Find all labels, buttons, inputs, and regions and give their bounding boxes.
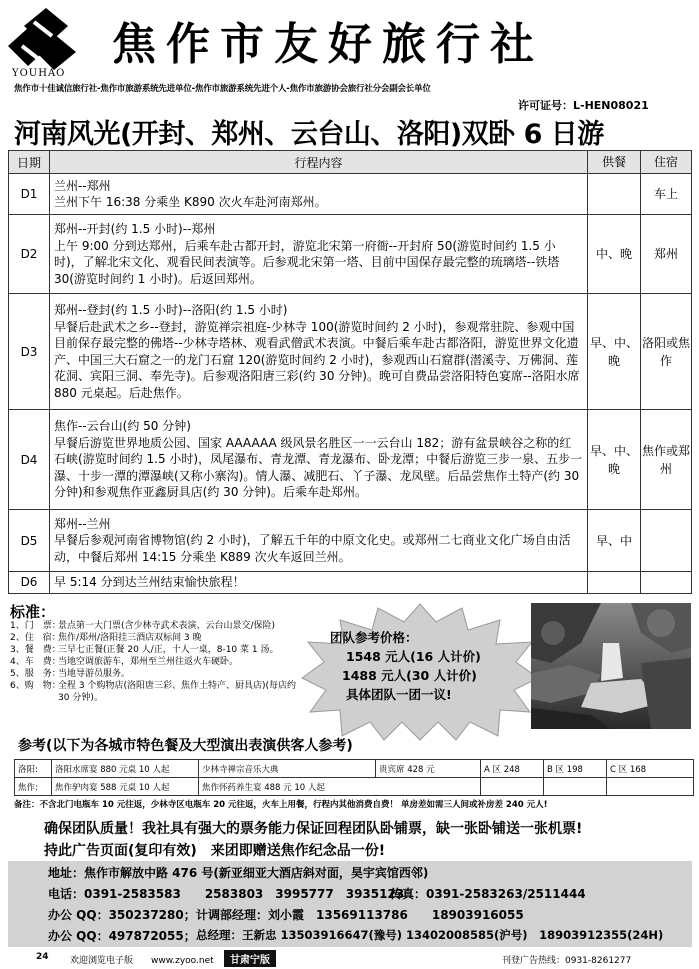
quality-promise	[44, 818, 582, 862]
route-details: 早餐后参观河南省博物馆(约 2 小时)，了解五千年的中原文化史。或郑州二七商业文化广场自由活动，中餐后郑州 14:15 分乘坐 K889 次火车返回兰州。	[54, 533, 571, 564]
stay	[641, 510, 692, 572]
day-label: D1	[9, 174, 50, 215]
day-content: 早 5:14 分到达兰州结束愉快旅程！	[50, 572, 588, 594]
fax: 传真：0391-2583263/2511444	[390, 887, 586, 901]
promise-line-1: 确保团队质量！我社具有强大的票务能力保证回程团队卧铺票，缺一张卧铺送一张机票!	[44, 821, 583, 837]
cell	[607, 778, 694, 796]
company-honors: 焦作市十佳诚信旅行社-焦作市旅游系统先进单位-焦作市旅游系统先进个人-焦作市旅游协会旅行社分会副会长单位	[14, 84, 431, 94]
header-meal: 供餐	[588, 151, 641, 174]
meal	[588, 572, 641, 594]
company-name: 焦作市友好旅行社	[112, 19, 544, 70]
route: 焦作--云台山(约 50 分钟)	[54, 419, 191, 434]
footer	[0, 950, 699, 969]
license-number: 许可证号：L-HEN08021	[518, 99, 649, 112]
item-key: 6、购 物：	[10, 681, 61, 691]
list-item	[10, 680, 310, 704]
office-qq-1: 办公 QQ：350237280；	[48, 908, 196, 922]
contact-panel	[8, 861, 692, 947]
table-row	[9, 294, 692, 410]
meal: 早、中、晚	[588, 294, 641, 410]
route-details: 兰州下午 16:38 分乘坐 K890 次火车赴河南郑州。	[54, 195, 327, 209]
table-row	[15, 778, 694, 796]
cell: 洛阳水席宴 880 元桌 10 人起	[52, 760, 199, 778]
edition-badge: 甘肃宁版	[224, 950, 276, 967]
stay	[641, 572, 692, 594]
list-item	[10, 620, 310, 632]
reference-title: 参考(以下为各城市特色餐及大型演出表演供客人参考)	[18, 738, 353, 754]
meal: 中、晚	[588, 215, 641, 294]
city: 焦作:	[15, 778, 52, 796]
cell: 焦作驴肉宴 588 元桌 10 人起	[52, 778, 199, 796]
item-value: 当地导游员服务。	[58, 669, 131, 679]
tour-title: 河南风光(开封、郑州、云台山、洛阳)双卧 6 日游	[14, 119, 604, 150]
itinerary-table	[8, 150, 692, 594]
item-key: 1、门 票：	[10, 621, 61, 631]
item-key: 5、服 务：	[10, 669, 61, 679]
standards-title: 标准：	[10, 603, 56, 621]
office-qq-2: 办公 QQ：497872055；	[48, 929, 196, 943]
cell: 少林寺禅宗音乐大典	[199, 760, 376, 778]
table-row	[9, 215, 692, 294]
header-content: 行程内容	[50, 151, 588, 174]
route: 兰州--郑州	[54, 178, 111, 193]
cell: 贵宾席 428 元	[376, 760, 481, 778]
waterfall-photo	[531, 603, 691, 729]
day-content	[50, 294, 588, 410]
table-row	[9, 572, 692, 594]
stay: 车上	[641, 174, 692, 215]
standards-list	[10, 620, 310, 704]
item-value: 三早七正餐(正餐 20 人/正，十人一桌，8-10 菜 1 汤。	[58, 645, 279, 655]
day-content	[50, 510, 588, 572]
city: 洛阳:	[15, 760, 52, 778]
list-item	[10, 632, 310, 644]
table-row	[9, 174, 692, 215]
cell: B 区 198	[544, 760, 607, 778]
address: 地址：焦作市解放中路 476 号(新亚细亚大酒店斜对面，昊宇宾馆西邻)	[48, 866, 429, 880]
stay: 焦作或郑州	[641, 410, 692, 510]
day-label: D2	[9, 215, 50, 294]
site-link[interactable]: 欢迎浏览电子版 www.zyoo.net	[70, 956, 214, 966]
header-stay: 住宿	[641, 151, 692, 174]
table-row	[9, 410, 692, 510]
price-title: 团队参考价格：	[330, 630, 418, 645]
route: 郑州--开封(约 1.5 小时)--郑州	[54, 222, 216, 236]
meal	[588, 174, 641, 215]
day-label: D6	[9, 572, 50, 594]
price-note: 具体团队一团一议!	[346, 687, 452, 702]
day-content	[50, 410, 588, 510]
ad-hotline: 刊登广告热线：0931-8261277	[502, 956, 632, 966]
item-value: 焦作/郑州/洛阳挂三酒店双标间 3 晚	[58, 633, 202, 643]
item-value: 全程 3 个购物店(洛阳唐三彩、焦作土特产、厨具店)(每店约 30 分钟)。	[58, 681, 296, 703]
price-box	[326, 628, 516, 704]
route-details: 早餐后赴武术之乡--登封，游览禅宗祖庭-少林寺 100(游览时间约 2 小时)，参观常驻院、参观中国目前保存最完整的佛塔--少林寺塔林、观看武僧武术表演。中餐后乘车赴古都洛阳，游览世界文化遗产、中国三大石窟之一的龙门石窟 120(游览时间约 2 小时)，参观西山石窟群(潜溪寺、万佛洞、莲花洞、宾阳三洞、奉先寺)。后参观洛阳唐三彩(约 30 分钟)。晚可自费品尝洛阳特色宴席--洛阳水席 880 元桌起。后赴焦作。	[54, 319, 580, 400]
cell: A 区 248	[481, 760, 544, 778]
item-key: 3、餐 费：	[10, 645, 61, 655]
cell: C 区 168	[607, 760, 694, 778]
route-details: 早餐后游览世界地质公园、国家 AAAAAA 级风景名胜区一一云台山 182；游有盆景峡谷之称的红石峡(游览时间约 1.5 小时)，凤尾瀑布、青龙潭、青龙瀑布、卧龙潭；中餐后游览三步一泉、五步一瀑、十步一潭的潭瀑峡(又称小寨沟)。情人瀑、减肥石、丫子瀑、龙凤壁。后品尝焦作土特产(约 30 分钟)和参观焦作亚鑫厨具店(约 30 分钟)。后乘车赴郑州。	[54, 435, 583, 500]
price-30: 1488 元人(30 人计价)	[342, 668, 477, 683]
table-row	[15, 760, 694, 778]
item-key: 4、车 费：	[10, 657, 61, 667]
route: 郑州--登封(约 1.5 小时)--洛阳(约 1.5 小时)	[54, 303, 288, 317]
day-content	[50, 215, 588, 294]
price-16: 1548 元人(16 人计价)	[346, 649, 481, 664]
item-key: 2、住 宿：	[10, 633, 61, 643]
table-row	[9, 510, 692, 572]
planner-manager: 计调部经理：刘小霞 13569113786 18903916055	[196, 908, 524, 922]
item-value: 当地空调旅游车，郑州至兰州往返火车硬卧。	[58, 657, 239, 667]
list-item	[10, 656, 310, 668]
list-item	[10, 668, 310, 680]
general-manager: 总经理：王新忠 13503916647(豫号) 13402008585(沪号) 18903912355(24H)	[196, 928, 664, 942]
meal: 早、中	[588, 510, 641, 572]
phone: 电话：0391-2583583 2583803 3995777 3935123	[48, 887, 405, 901]
cell	[481, 778, 544, 796]
company-logo	[6, 6, 96, 78]
meal: 早、中、晚	[588, 410, 641, 510]
page-number: 24	[36, 952, 49, 962]
promise-line-2: 持此广告页面(复印有效) 来团即赠送焦作纪念品一份!	[44, 843, 386, 859]
item-value: 景点第一大门票(含少林寺武术表演、云台山景交/保险)	[58, 621, 276, 631]
stay: 洛阳或焦作	[641, 294, 692, 410]
reference-table	[14, 759, 694, 796]
route: 郑州--兰州	[54, 516, 111, 531]
day-content	[50, 174, 588, 215]
header-date: 日期	[9, 151, 50, 174]
stay: 郑州	[641, 215, 692, 294]
day-label: D5	[9, 510, 50, 572]
remarks: 备注：不含北门电瓶车 10 元往返，少林寺区电瓶车 20 元往返，火车上用餐，行程内其他消费自费！ 单房差如需三人间或补房差 240 元人!	[14, 800, 548, 810]
route-details: 上午 9:00 分到达郑州，后乘车赴古都开封，游览北宋第一府衙--开封府 50(游览时间约 1.5 小时)，了解北宋文化、观看民间表演等。后参观北宋第一塔、目前中国保存最完整的琉璃塔--铁塔 30(游览时间约 1 小时)。后返回郑州。	[54, 238, 560, 286]
cell	[544, 778, 607, 796]
cell: 焦作怀药养生宴 488 元 10 人起	[199, 778, 481, 796]
list-item	[10, 644, 310, 656]
day-label: D3	[9, 294, 50, 410]
logo-text: YOUHAO	[12, 68, 66, 78]
table-header-row	[9, 151, 692, 174]
day-label: D4	[9, 410, 50, 510]
